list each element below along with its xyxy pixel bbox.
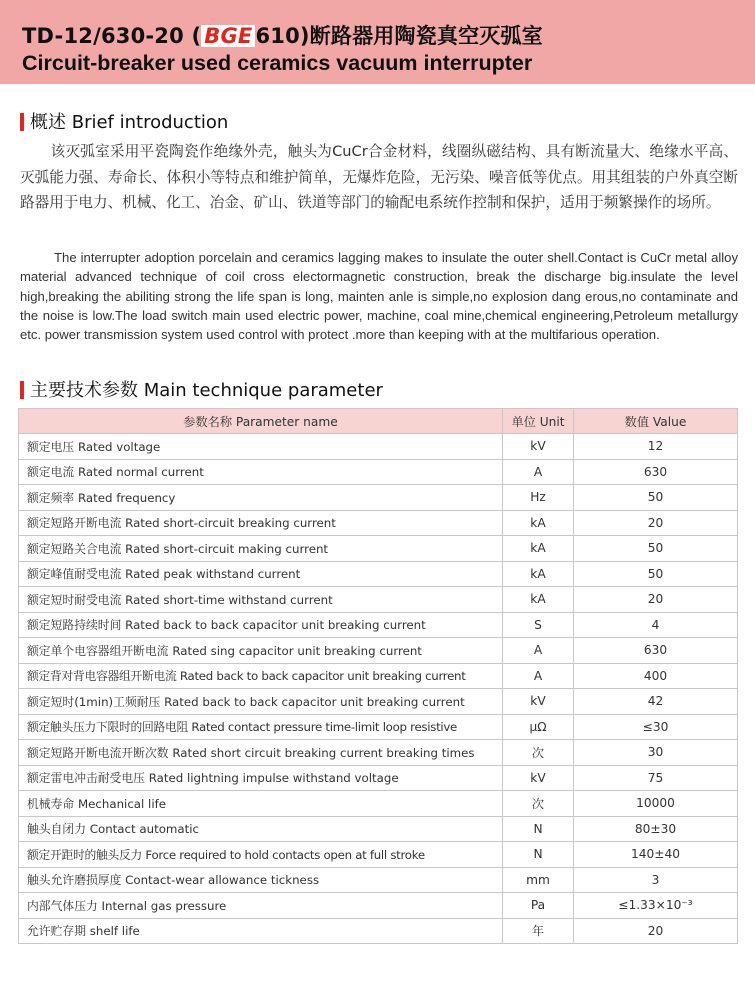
cell-name: 额定触头压力下限时的回路电阻 Rated contact pressure time-limit loop resistive	[19, 714, 503, 740]
cell-name: 额定短路开断电流 Rated short-circuit breaking current	[19, 510, 503, 536]
page-title-en: Circuit-breaker used ceramics vacuum interrupter	[22, 51, 533, 75]
title-banner	[0, 0, 755, 84]
red-bar-marker	[20, 381, 24, 399]
cell-value: 20	[574, 510, 738, 536]
table-row	[19, 816, 738, 842]
cell-value: 3	[574, 867, 738, 893]
table-row	[19, 587, 738, 613]
cell-unit: kV	[503, 765, 574, 791]
cell-value: 75	[574, 765, 738, 791]
cell-value: 50	[574, 485, 738, 511]
table-header-row	[19, 409, 738, 434]
intro-heading	[20, 111, 228, 135]
red-bar-marker	[20, 113, 24, 131]
table-row	[19, 459, 738, 485]
cell-unit: kA	[503, 536, 574, 562]
cell-value: 80±30	[574, 816, 738, 842]
cell-value: 30	[574, 740, 738, 766]
cell-unit: kA	[503, 510, 574, 536]
cell-value: ≤1.33×10⁻³	[574, 893, 738, 919]
cell-name: 额定峰值耐受电流 Rated peak withstand current	[19, 561, 503, 587]
table-row	[19, 663, 738, 689]
cell-name: 额定短时(1min)工频耐压 Rated back to back capacitor unit breaking current	[19, 689, 503, 715]
cell-unit: μΩ	[503, 714, 574, 740]
cell-unit: N	[503, 816, 574, 842]
cell-unit: N	[503, 842, 574, 868]
cell-value: 630	[574, 638, 738, 664]
intro-paragraph-cn: 该灭弧室采用平瓷陶瓷作绝缘外壳，触头为CuCr合金材料，线圈纵磁结构、具有断流量大、绝缘水平高、灭弧能力强、寿命长、体积小等特点和维护简单，无爆炸危险，无污染、噪音低等优点。用其组装的户外真空断路器用于电力、机械、化工、冶金、矿山、铁道等部门的输配电系统作控制和保护，适用于频繁操作的场所。	[20, 143, 738, 211]
table-row	[19, 918, 738, 944]
table-row	[19, 765, 738, 791]
table-row	[19, 689, 738, 715]
cell-unit: kA	[503, 561, 574, 587]
cell-value: 630	[574, 459, 738, 485]
cell-unit: kA	[503, 587, 574, 613]
table-row	[19, 485, 738, 511]
cell-value: 42	[574, 689, 738, 715]
cell-value: 4	[574, 612, 738, 638]
intro-heading-text: 概述 Brief introduction	[30, 112, 229, 133]
cell-value: 50	[574, 561, 738, 587]
cell-value: ≤30	[574, 714, 738, 740]
cell-value: 50	[574, 536, 738, 562]
cell-unit: A	[503, 663, 574, 689]
cell-name: 额定单个电容器组开断电流 Rated sing capacitor unit breaking current	[19, 638, 503, 664]
cell-name: 机械寿命 Mechanical life	[19, 791, 503, 817]
table-row	[19, 510, 738, 536]
table-row	[19, 612, 738, 638]
cell-unit: 次	[503, 740, 574, 766]
cell-value: 20	[574, 918, 738, 944]
column-header-unit: 单位 Unit	[503, 409, 574, 434]
cell-name: 额定短路开断电流开断次数 Rated short circuit breaking current breaking times	[19, 740, 503, 766]
title-prefix: TD-12/630-20 (	[22, 24, 202, 48]
cell-unit: kV	[503, 689, 574, 715]
intro-paragraph-en: The interrupter adoption porcelain and ceramics lagging makes to insulate the outer shell.Contact is CuCr metal alloy material advanced technique of coil cross electormagnetic construction, break the discharge big.insulate the level high,breaking the abiliting strong the life span is long, mainten anle is simple,no explosion dang erous,no contaminate and the noise is low.The load switch main used electric power, machine, coal mine,chemical engineering,Petroleum metallurgy etc. power transmission system used control with protect .more than keeping with at the multifarious operation.	[20, 250, 738, 343]
cell-name: 内部气体压力 Internal gas pressure	[19, 893, 503, 919]
cell-unit: A	[503, 459, 574, 485]
cell-unit: S	[503, 612, 574, 638]
cell-unit: Pa	[503, 893, 574, 919]
table-row	[19, 740, 738, 766]
cell-value: 12	[574, 434, 738, 460]
table-row	[19, 893, 738, 919]
table-row	[19, 714, 738, 740]
cell-value: 20	[574, 587, 738, 613]
params-heading	[20, 379, 383, 403]
cell-name: 额定频率 Rated frequency	[19, 485, 503, 511]
table-row	[19, 536, 738, 562]
cell-name: 额定短路关合电流 Rated short-circuit making current	[19, 536, 503, 562]
cell-unit: 次	[503, 791, 574, 817]
cell-unit: 年	[503, 918, 574, 944]
table-row	[19, 867, 738, 893]
cell-name: 触头允许磨损厚度 Contact-wear allowance tickness	[19, 867, 503, 893]
cell-name: 额定背对背电容器组开断电流 Rated back to back capacitor unit breaking current	[19, 663, 503, 689]
table-row	[19, 638, 738, 664]
table-row	[19, 561, 738, 587]
table-row	[19, 434, 738, 460]
brand-logo: BGE	[201, 25, 255, 47]
cell-name: 额定雷电冲击耐受电压 Rated lightning impulse withstand voltage	[19, 765, 503, 791]
parameter-table	[18, 408, 738, 944]
cell-value: 140±40	[574, 842, 738, 868]
cell-name: 额定电流 Rated normal current	[19, 459, 503, 485]
cell-name: 额定开距时的触头反力 Force required to hold contacts open at full stroke	[19, 842, 503, 868]
cell-name: 额定短时耐受电流 Rated short-time withstand current	[19, 587, 503, 613]
cell-value: 400	[574, 663, 738, 689]
cell-value: 10000	[574, 791, 738, 817]
cell-unit: kV	[503, 434, 574, 460]
column-header-value: 数值 Value	[574, 409, 738, 434]
cell-name: 触头自闭力 Contact automatic	[19, 816, 503, 842]
cell-unit: mm	[503, 867, 574, 893]
cell-name: 额定短路持续时间 Rated back to back capacitor unit breaking current	[19, 612, 503, 638]
table-row	[19, 791, 738, 817]
cell-unit: A	[503, 638, 574, 664]
cell-unit: Hz	[503, 485, 574, 511]
cell-name: 允许贮存期 shelf life	[19, 918, 503, 944]
table-row	[19, 842, 738, 868]
cell-name: 额定电压 Rated voltage	[19, 434, 503, 460]
params-heading-text: 主要技术参数 Main technique parameter	[30, 380, 383, 401]
page-title-cn	[22, 20, 543, 50]
column-header-name: 参数名称 Parameter name	[19, 409, 503, 434]
title-suffix: 610)断路器用陶瓷真空灭弧室	[255, 24, 543, 48]
